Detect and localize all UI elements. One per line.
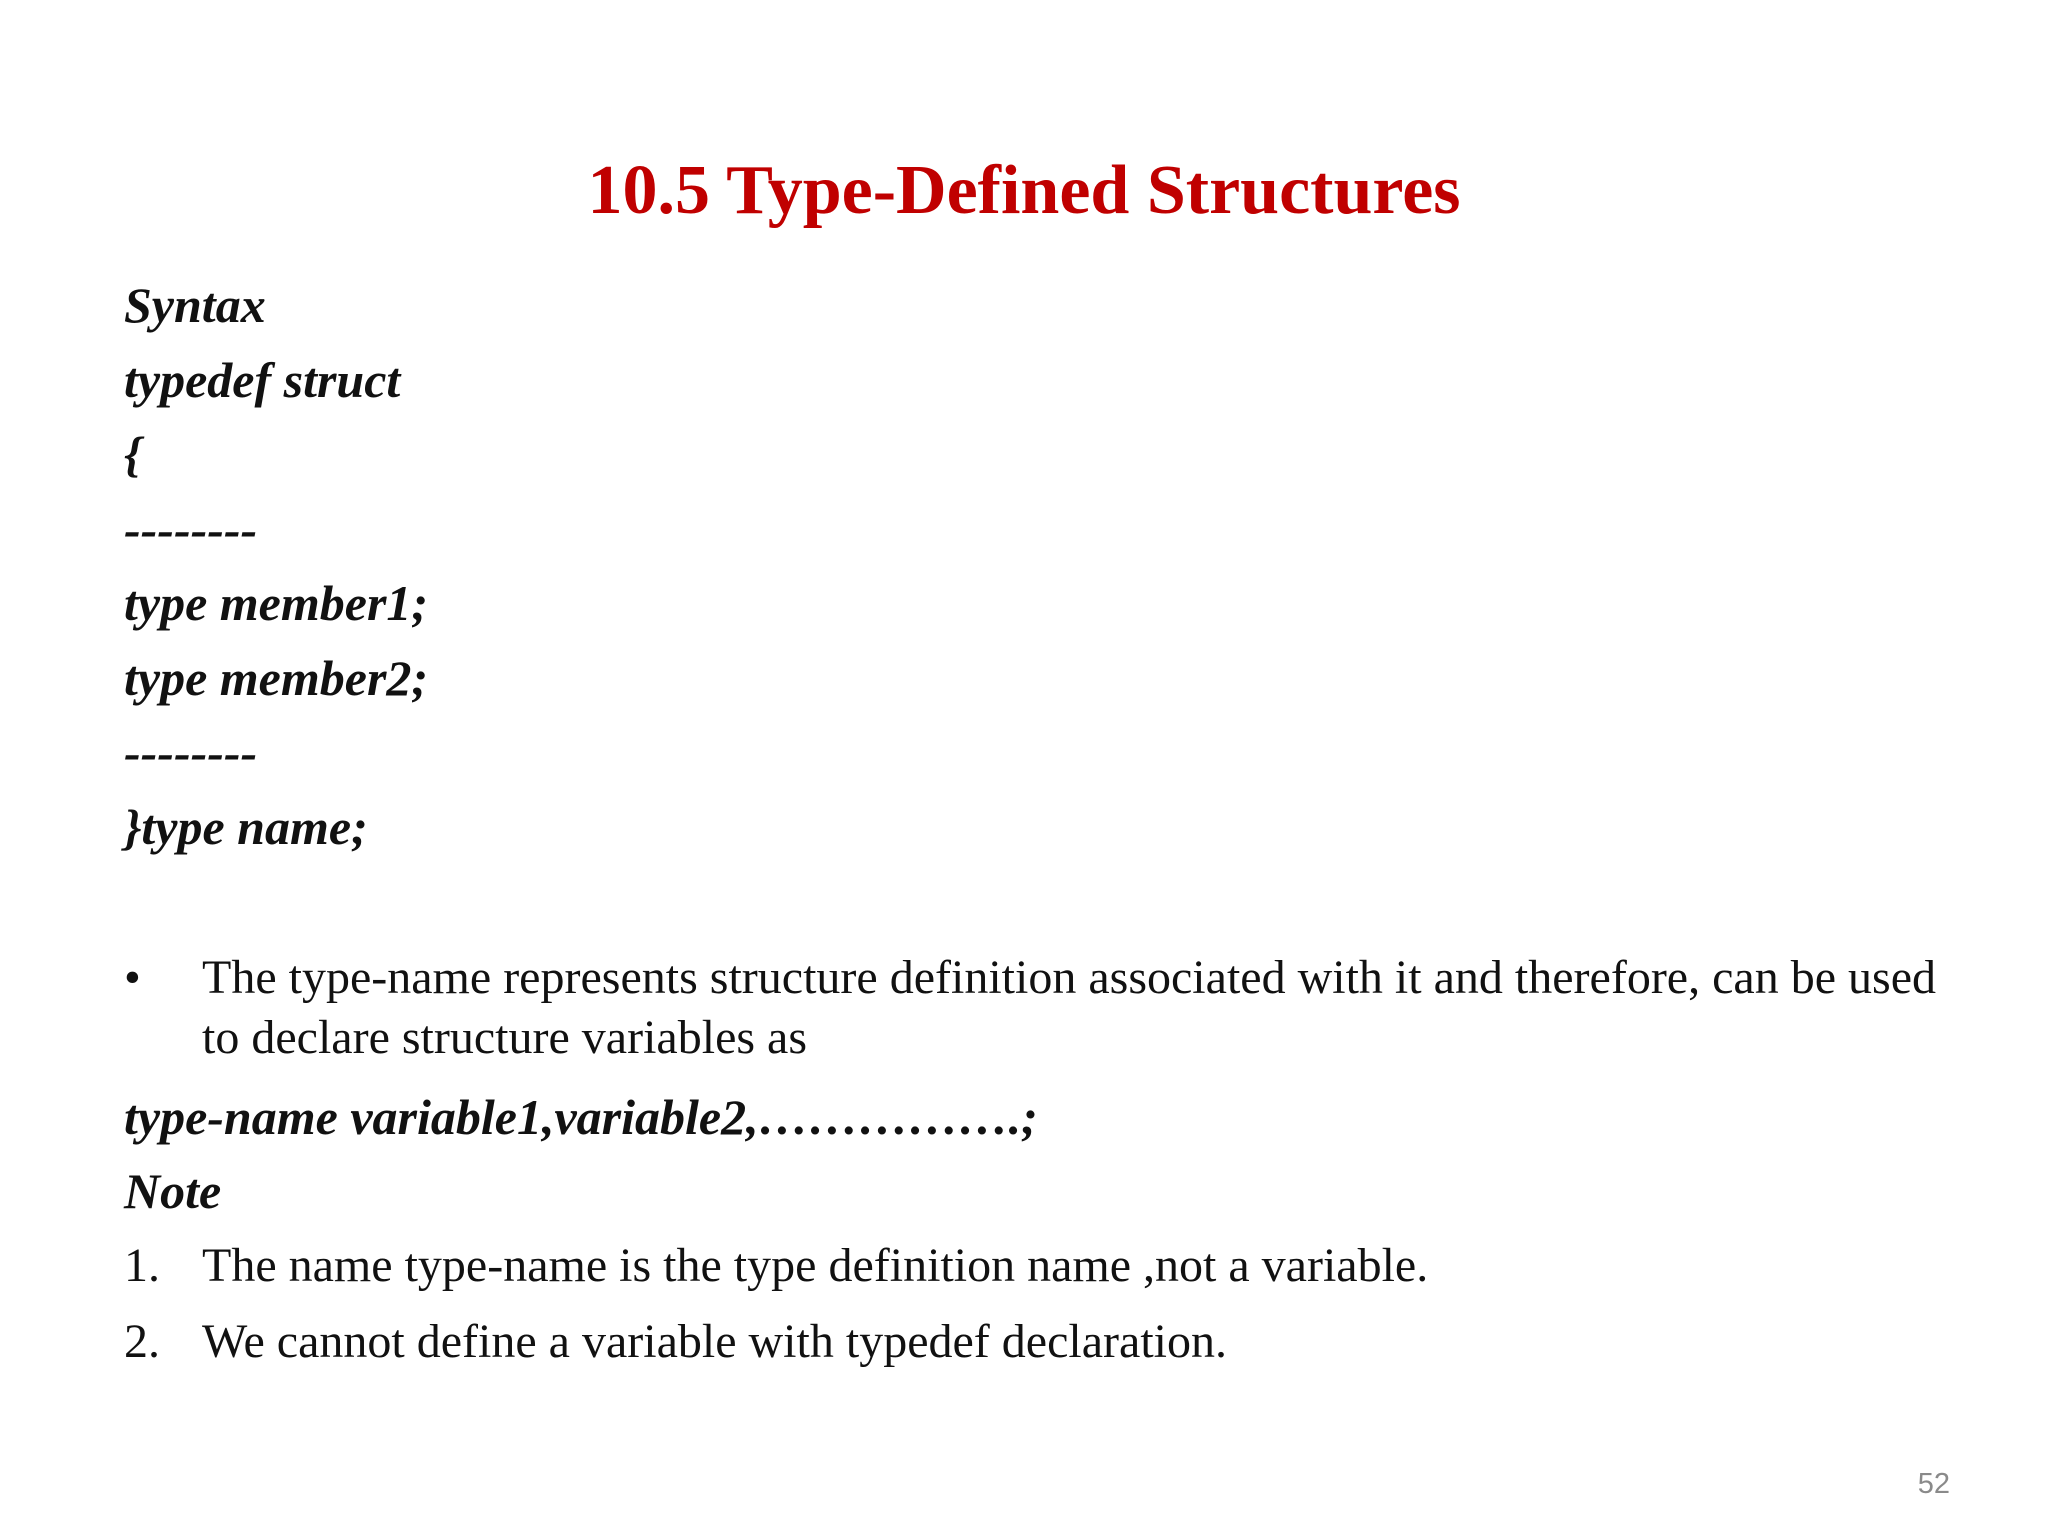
note-item [124, 1228, 1428, 1304]
note-text: We cannot define a variable with typedef declaration. [202, 1315, 1227, 1368]
syntax-line: typedef struct [124, 351, 401, 408]
note-list [124, 1228, 1428, 1380]
note-item [124, 1304, 1428, 1380]
note-number: 2. [124, 1315, 160, 1368]
note-text: The name type-name is the type definition name ,not a variable. [202, 1239, 1429, 1292]
syntax-line: -------- [124, 500, 258, 557]
syntax-line: { [124, 426, 142, 482]
syntax-line: type member2; [124, 649, 429, 706]
note-number: 1. [124, 1239, 160, 1292]
syntax-heading: Syntax [124, 277, 266, 333]
syntax-block [124, 268, 428, 864]
bullet-marker: • [124, 951, 141, 1004]
declaration-line: type-name variable1,variable2,…………….; [124, 1089, 1038, 1145]
slide-title: 10.5 Type-Defined Structures [587, 152, 1461, 229]
slide-number: 52 [1917, 1468, 1950, 1500]
syntax-line: -------- [124, 724, 258, 780]
syntax-line: }type name; [124, 798, 368, 855]
bullet-text: The type-name represents structure definition associated with it and therefore, can be used to declare structure variables as [202, 951, 1936, 1064]
bullet-item [124, 948, 1944, 1068]
syntax-line: type member1; [124, 575, 429, 631]
note-heading: Note [124, 1163, 222, 1219]
